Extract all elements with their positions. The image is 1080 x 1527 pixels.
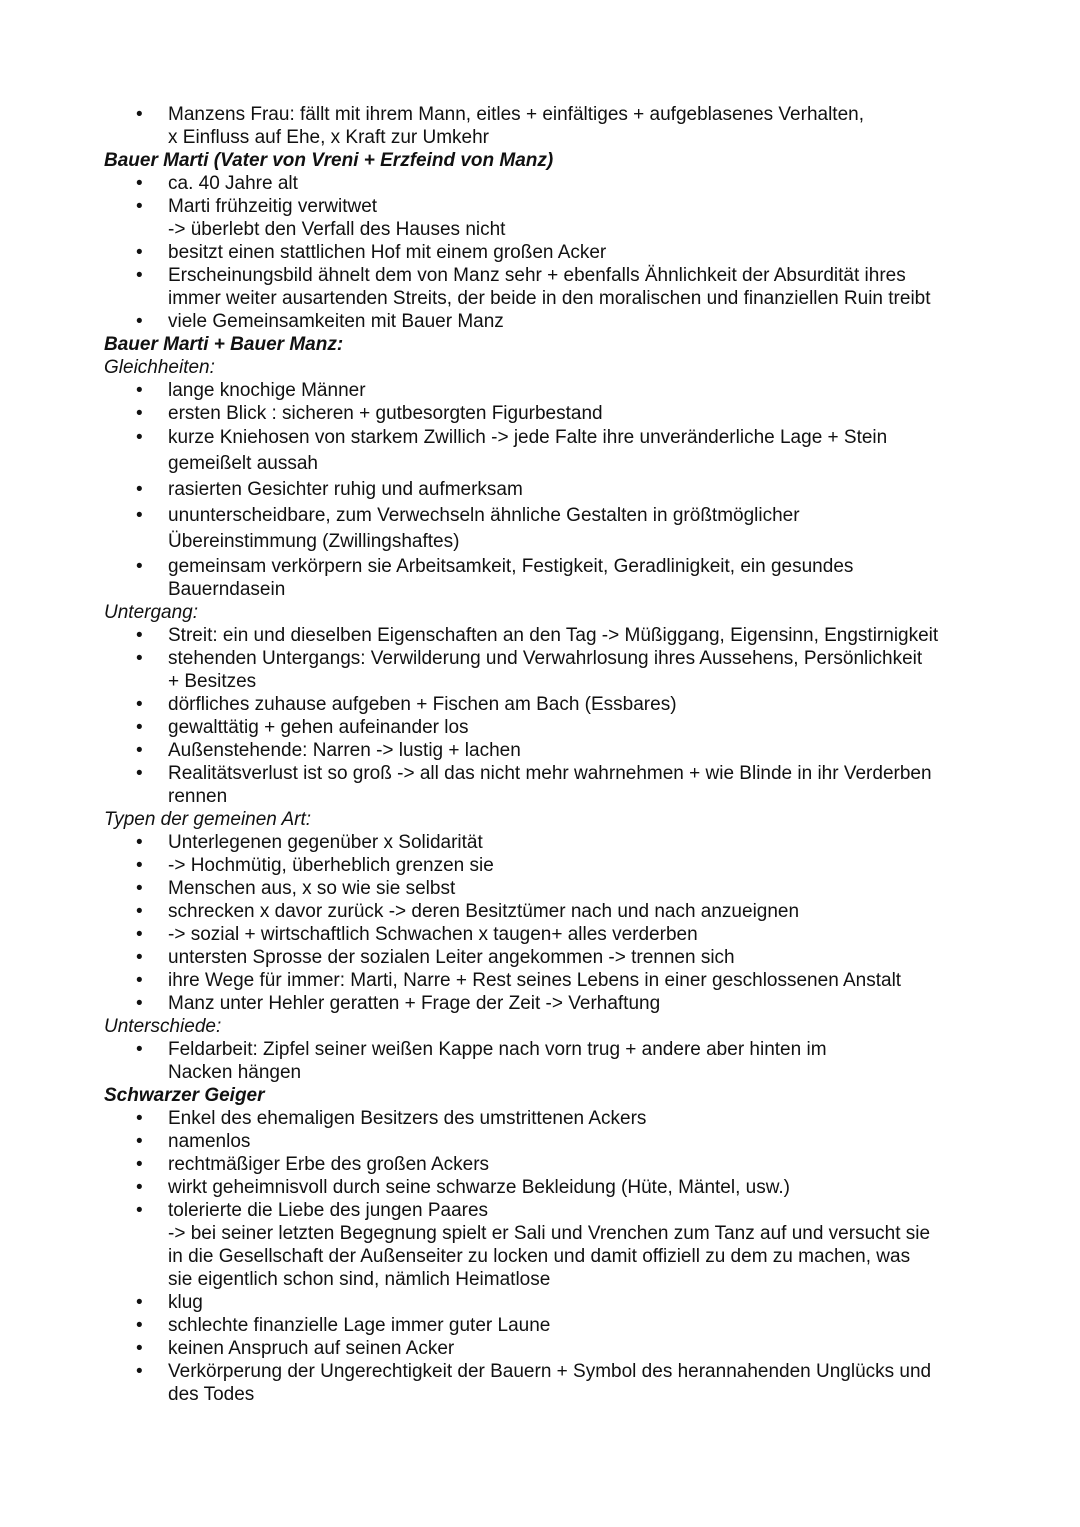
list-item [0, 900, 1080, 923]
bullet-icon: • [136, 403, 143, 424]
list-item-line: sie eigentlich schon sind, nämlich Heimatlose [168, 1269, 551, 1290]
list-item [0, 969, 1080, 992]
bullet-icon: • [136, 740, 143, 761]
list-item-line: in die Gesellschaft der Außenseiter zu locken und damit offiziell zu dem zu machen, was [168, 1246, 911, 1267]
list-item-line: gemeinsam verkörpern sie Arbeitsamkeit, Festigkeit, Geradlinigkeit, ein gesundes [168, 556, 854, 577]
list-item [0, 716, 1080, 739]
list-item [0, 264, 1080, 310]
list-item-line: besitzt einen stattlichen Hof mit einem großen Acker [168, 242, 607, 263]
list-item [0, 647, 1080, 693]
bullet-icon: • [136, 311, 143, 332]
list-item-line: gewalttätig + gehen aufeinander los [168, 717, 469, 738]
list-item [0, 1153, 1080, 1176]
bullet-icon: • [136, 556, 143, 577]
section-subheading: Typen der gemeinen Art: [104, 809, 311, 830]
list-item-line: rasierten Gesichter ruhig und aufmerksam [168, 479, 523, 500]
list-item [0, 379, 1080, 402]
list-item-line: namenlos [168, 1131, 251, 1152]
bullet-icon: • [136, 625, 143, 646]
list-item-line: ihre Wege für immer: Marti, Narre + Rest seines Lebens in einer geschlossenen Anstalt [168, 970, 902, 991]
list-item [0, 624, 1080, 647]
list-item-line: rechtmäßiger Erbe des großen Ackers [168, 1154, 490, 1175]
bullet-icon: • [136, 924, 143, 945]
list-item-line: -> überlebt den Verfall des Hauses nicht [168, 219, 506, 240]
list-item-line: kurze Kniehosen von starkem Zwillich -> jede Falte ihre unveränderliche Lage + Stein [168, 427, 888, 448]
list-item [0, 477, 1080, 503]
section-heading: Schwarzer Geiger [104, 1085, 265, 1106]
bullet-icon: • [136, 993, 143, 1014]
list-item [0, 1360, 1080, 1406]
bullet-icon: • [136, 380, 143, 401]
list-item [0, 310, 1080, 333]
section [0, 1015, 1080, 1084]
list-item-line: immer weiter ausartenden Streits, der beide in den moralischen und finanziellen Ruin treibt [168, 288, 931, 309]
list-item [0, 1038, 1080, 1084]
bullet-icon: • [136, 1039, 143, 1060]
bullet-icon: • [136, 1338, 143, 1359]
list-item [0, 877, 1080, 900]
bullet-icon: • [136, 1108, 143, 1129]
list-item-line: -> Hochmütig, überheblich grenzen sie [168, 855, 494, 876]
bullet-list [0, 172, 1080, 333]
list-item-line: des Todes [168, 1384, 255, 1405]
list-item-line: lange knochige Männer [168, 380, 366, 401]
bullet-icon: • [136, 901, 143, 922]
bullet-icon: • [136, 1154, 143, 1175]
bullet-icon: • [136, 878, 143, 899]
bullet-list [0, 1107, 1080, 1406]
list-item [0, 739, 1080, 762]
list-item [0, 992, 1080, 1015]
list-item-line: Verkörperung der Ungerechtigkeit der Bauern + Symbol des herannahenden Unglücks und [168, 1361, 932, 1382]
bullet-icon: • [136, 1200, 143, 1221]
list-item [0, 402, 1080, 425]
bullet-list [0, 624, 1080, 808]
list-item-line: untersten Sprosse der sozialen Leiter angekommen -> trennen sich [168, 947, 735, 968]
list-item [0, 172, 1080, 195]
list-item-line: viele Gemeinsamkeiten mit Bauer Manz [168, 311, 504, 332]
list-item [0, 1314, 1080, 1337]
bullet-icon: • [136, 173, 143, 194]
bullet-icon: • [136, 832, 143, 853]
bullet-icon: • [136, 1292, 143, 1313]
list-item [0, 503, 1080, 555]
list-item [0, 1130, 1080, 1153]
list-item-line: -> bei seiner letzten Begegnung spielt er Sali und Vrenchen zum Tanz auf und versucht sie [168, 1223, 931, 1244]
list-item [0, 946, 1080, 969]
bullet-list [0, 103, 1080, 149]
list-item-line: Erscheinungsbild ähnelt dem von Manz sehr + ebenfalls Ähnlichkeit der Absurdität ihres [168, 265, 906, 286]
list-item-line: ersten Blick : sicheren + gutbesorgten Figurbestand [168, 403, 603, 424]
bullet-icon: • [136, 648, 143, 669]
bullet-icon: • [136, 855, 143, 876]
bullet-icon: • [136, 1315, 143, 1336]
list-item [0, 1291, 1080, 1314]
list-item-line: stehenden Untergangs: Verwilderung und Verwahrlosung ihres Aussehens, Persönlichkeit [168, 648, 923, 669]
list-item-line: + Besitzes [168, 671, 257, 692]
list-item-line: -> sozial + wirtschaftlich Schwachen x taugen+ alles verderben [168, 924, 698, 945]
bullet-icon: • [136, 242, 143, 263]
list-item [0, 854, 1080, 877]
section-heading: Bauer Marti (Vater von Vreni + Erzfeind von Manz) [104, 150, 554, 171]
list-item-line: Manz unter Hehler geratten + Frage der Zeit -> Verhaftung [168, 993, 661, 1014]
list-item-line: Manzens Frau: fällt mit ihrem Mann, eitles + einfältiges + aufgeblasenes Verhalten, [168, 104, 864, 125]
list-item [0, 103, 1080, 149]
bullet-icon: • [136, 1177, 143, 1198]
list-item-line: Bauerndasein [168, 579, 286, 600]
bullet-icon: • [136, 265, 143, 286]
section [0, 103, 1080, 149]
list-item-line: x Einfluss auf Ehe, x Kraft zur Umkehr [168, 127, 490, 148]
list-item-line: schrecken x davor zurück -> deren Besitztümer nach und nach anzueignen [168, 901, 800, 922]
list-item-line: keinen Anspruch auf seinen Acker [168, 1338, 455, 1359]
list-item-line: Marti frühzeitig verwitwet [168, 196, 378, 217]
section [0, 601, 1080, 808]
list-item-line: klug [168, 1292, 203, 1313]
list-item [0, 1107, 1080, 1130]
list-item [0, 195, 1080, 241]
bullet-list [0, 379, 1080, 601]
list-item-line: Streit: ein und dieselben Eigenschaften an den Tag -> Müßiggang, Eigensinn, Engstirnigkeit [168, 625, 939, 646]
list-item [0, 1176, 1080, 1199]
bullet-icon: • [136, 947, 143, 968]
list-item-line: Menschen aus, x so wie sie selbst [168, 878, 456, 899]
list-item-line: Unterlegenen gegenüber x Solidarität [168, 832, 483, 853]
bullet-icon: • [136, 505, 143, 526]
bullet-icon: • [136, 479, 143, 500]
list-item [0, 1199, 1080, 1291]
list-item [0, 762, 1080, 808]
section-heading: Bauer Marti + Bauer Manz: [104, 334, 344, 355]
bullet-list [0, 1038, 1080, 1084]
list-item-line: dörfliches zuhause aufgeben + Fischen am Bach (Essbares) [168, 694, 677, 715]
list-item-line: schlechte finanzielle Lage immer guter Laune [168, 1315, 551, 1336]
list-item-line: Enkel des ehemaligen Besitzers des umstrittenen Ackers [168, 1108, 647, 1129]
list-item-line: Nacken hängen [168, 1062, 302, 1083]
list-item-line: gemeißelt aussah [168, 453, 318, 474]
list-item-line: wirkt geheimnisvoll durch seine schwarze Bekleidung (Hüte, Mäntel, usw.) [168, 1177, 790, 1198]
bullet-icon: • [136, 970, 143, 991]
bullet-icon: • [136, 763, 143, 784]
list-item-line: Übereinstimmung (Zwillingshaftes) [168, 531, 460, 552]
list-item-line: Außenstehende: Narren -> lustig + lachen [168, 740, 521, 761]
bullet-list [0, 831, 1080, 1015]
section-subheading: Gleichheiten: [104, 357, 215, 378]
bullet-icon: • [136, 104, 143, 125]
section [0, 149, 1080, 333]
bullet-icon: • [136, 694, 143, 715]
section [0, 356, 1080, 601]
document-page [0, 103, 1080, 1406]
list-item [0, 1337, 1080, 1360]
list-item [0, 425, 1080, 477]
bullet-icon: • [136, 1131, 143, 1152]
section-subheading: Untergang: [104, 602, 199, 623]
list-item-line: rennen [168, 786, 228, 807]
list-item [0, 241, 1080, 264]
list-item-line: Feldarbeit: Zipfel seiner weißen Kappe nach vorn trug + andere aber hinten im [168, 1039, 827, 1060]
list-item-line: ca. 40 Jahre alt [168, 173, 298, 194]
list-item-line: tolerierte die Liebe des jungen Paares [168, 1200, 489, 1221]
section-subheading: Unterschiede: [104, 1016, 222, 1037]
list-item [0, 693, 1080, 716]
bullet-icon: • [136, 196, 143, 217]
list-item [0, 831, 1080, 854]
bullet-icon: • [136, 427, 143, 448]
list-item [0, 555, 1080, 601]
section [0, 1084, 1080, 1406]
bullet-icon: • [136, 717, 143, 738]
section [0, 808, 1080, 1015]
list-item-line: Realitätsverlust ist so groß -> all das nicht mehr wahrnehmen + wie Blinde in ihr Verderben [168, 763, 932, 784]
list-item-line: ununterscheidbare, zum Verwechseln ähnliche Gestalten in größtmöglicher [168, 505, 800, 526]
section [0, 333, 1080, 356]
list-item [0, 923, 1080, 946]
bullet-icon: • [136, 1361, 143, 1382]
